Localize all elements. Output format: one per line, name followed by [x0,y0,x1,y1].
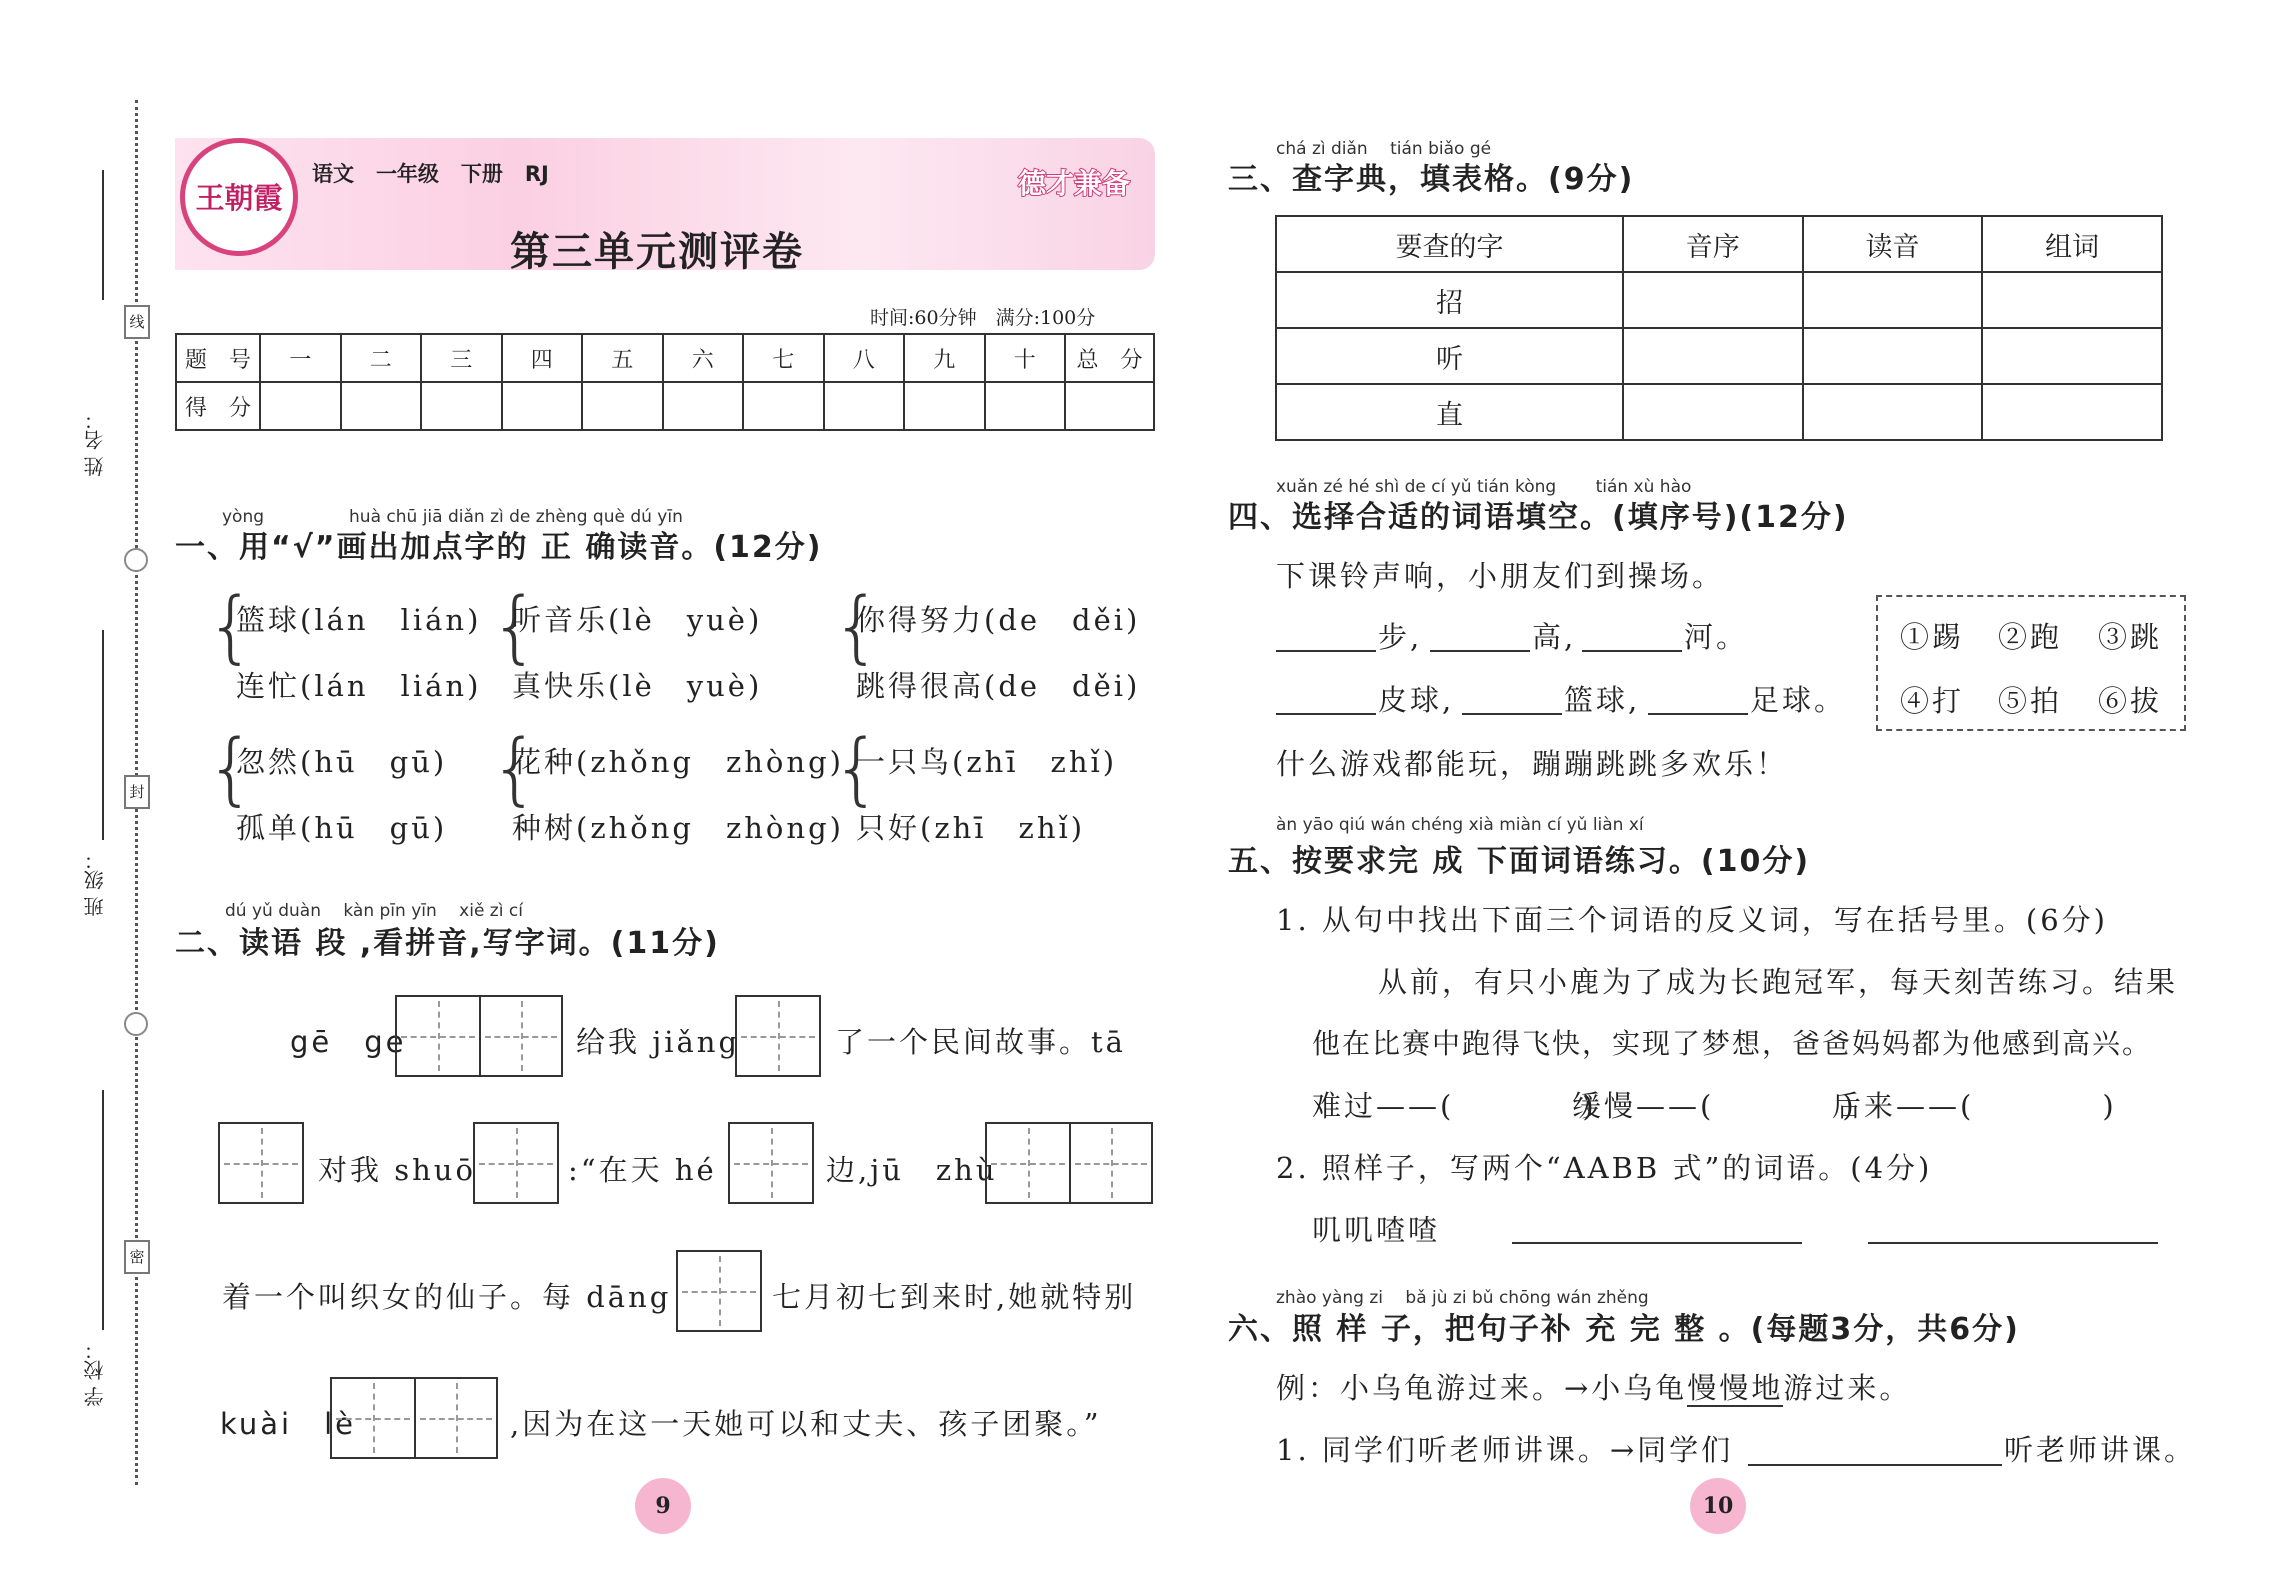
table-row: 招 [1276,272,2162,328]
answer-line[interactable] [1748,1464,2002,1466]
passage-text: 着一个叫织女的仙子。每 dāng [222,1280,672,1314]
q1-item[interactable]: 真快乐(lè yuè) [512,669,763,703]
aabb-example: 叽叽喳喳 [1312,1213,1441,1247]
options-box [1876,595,2186,731]
blank-line[interactable] [1276,713,1376,715]
q1-item[interactable]: 孤单(hū gū) [236,811,448,845]
brace: { [206,724,256,814]
passage-text: 边,jū zhù [826,1153,998,1187]
writing-box[interactable] [735,995,821,1077]
q1-item[interactable]: 只好(zhī zhǐ) [856,811,1086,845]
table-header-row: 要查的字 音序 读音 组词 [1276,216,2162,272]
option-item: ④打 [1900,684,1965,718]
pinyin-prompt: kuài lè [220,1407,357,1441]
score-table [175,333,1155,431]
q4-title: 四、选择合适的词语填空。(填序号)(12分) [1228,500,1849,535]
q1-item[interactable]: 一只鸟(zhī zhǐ) [856,745,1118,779]
blank-line[interactable] [1462,713,1562,715]
q1-item[interactable]: 忽然(hū gū) [236,745,448,779]
seal-mark-close: 密 [124,1240,150,1274]
virtue-badge: 德才兼备 [1018,167,1131,200]
example-answer: 慢慢地 [1687,1371,1784,1405]
option-item: ②跑 [1998,620,2063,654]
brace: { [832,724,882,814]
q4-pinyin: xuǎn zé hé shì de cí yǔ tián kòng tián xù hào [1276,477,1692,497]
q5-part1: 1. 从句中找出下面三个词语的反义词，写在括号里。(6分) [1276,903,2108,937]
blank-line[interactable] [1648,713,1748,715]
q5-part2: 2. 照样子，写两个“AABB 式”的词语。(4分) [1276,1151,1933,1185]
brace: { [490,582,540,672]
q1-item[interactable]: 听音乐(lè yuè) [512,603,763,637]
writing-box[interactable] [676,1250,762,1332]
q4-word: 河。 [1684,620,1749,654]
time-score-info: 时间:60分钟 满分:100分 [870,307,1096,329]
page-number: 9 [635,1478,691,1534]
antonym-item[interactable]: 缓慢——( ) [1572,1089,1857,1123]
writing-box[interactable] [395,995,563,1077]
school-line [102,1090,104,1330]
school-label: 学 校： [83,1340,107,1407]
q4-word: 皮球, [1378,683,1455,717]
q2-pinyin: dú yǔ duàn kàn pīn yīn xiě zì cí [225,901,523,921]
score-table-header-row: 题 号 一 二 三 四 五 六 七 八 九 十 总 分 [176,334,1154,382]
q6-item1-post: 听老师讲课。 [2004,1433,2197,1467]
writing-box[interactable] [728,1122,814,1204]
pinyin-prompt: gē ge [290,1025,407,1059]
header-meta: 语文 一年级 下册 RJ [312,162,549,186]
blank-line[interactable] [1582,650,1682,652]
table-row: 听 [1276,328,2162,384]
writing-box[interactable] [473,1122,559,1204]
q5-title: 五、按要求完 成 下面词语练习。(10分) [1228,844,1811,879]
q4-outro: 什么游戏都能玩，蹦蹦跳跳多欢乐！ [1276,747,1789,781]
seal-mark-seal: 封 [124,775,150,809]
passage-text: 对我 shuō [318,1153,476,1187]
q3-title: 三、查字典，填表格。(9分) [1228,162,1635,197]
binding-hole-icon [124,548,148,572]
passage-text: 了一个民间故事。tā [835,1025,1126,1059]
page-number: 10 [1690,1478,1746,1534]
q1-item[interactable]: 你得努力(de děi) [856,603,1141,637]
writing-box[interactable] [985,1122,1153,1204]
score-table-score-row: 得 分 [176,382,1154,430]
q1-pinyin: yòng huà chū jiā diǎn zì de zhèng què dú yīn [222,507,683,527]
q1-item[interactable]: 篮球(lán lián) [236,603,482,637]
dictionary-table [1275,215,2163,441]
passage-text: :“在天 hé [568,1153,717,1187]
option-item: ①踢 [1900,620,1965,654]
q4-intro: 下课铃声响，小朋友们到操场。 [1276,559,1725,593]
brace: { [206,582,256,672]
binding-hole-icon [124,1012,148,1036]
q6-pinyin: zhào yàng zi bǎ jù zi bǔ chōng wán zhěng [1276,1288,1649,1308]
q3-pinyin: chá zì diǎn tián biǎo gé [1276,139,1492,159]
q6-title: 六、照 样 子，把句子补 充 完 整 。(每题3分，共6分) [1228,1312,2020,1347]
q4-word: 步, [1378,620,1423,654]
brand-logo: 王朝霞 [180,138,298,256]
passage-text: 给我 jiǎng [576,1025,741,1059]
q6-item1-pre: 1. 同学们听老师讲课。→同学们 [1276,1433,1734,1467]
q2-title: 二、读语 段 ,看拼音,写字词。(11分) [175,926,720,961]
table-row: 直 [1276,384,2162,440]
q1-item[interactable]: 连忙(lán lián) [236,669,482,703]
answer-line[interactable] [1868,1242,2158,1244]
q1-item[interactable]: 花种(zhǒng zhòng) [512,745,844,779]
q5-pinyin: àn yāo qiú wán chéng xià miàn cí yǔ liàn xí [1276,815,1644,835]
option-item: ③跳 [2098,620,2163,654]
blank-line[interactable] [1276,650,1376,652]
passage-text: 七月初七到来时,她就特别 [772,1280,1137,1314]
q6-example: 例：小乌龟游过来。→小乌龟慢慢地游过来。 [1276,1371,1912,1405]
option-item: ⑤拍 [1998,684,2063,718]
seal-mark-line: 线 [124,305,150,339]
q1-item[interactable]: 种树(zhǒng zhòng) [512,811,844,845]
q4-word: 足球。 [1750,683,1847,717]
page-title: 第三单元测评卷 [510,229,804,275]
blank-line[interactable] [1430,650,1530,652]
class-line [102,630,104,840]
name-line [102,170,104,300]
q4-word: 篮球, [1564,683,1641,717]
class-label: 班 级： [83,850,107,917]
writing-box[interactable] [330,1377,498,1459]
q5-passage: 从前，有只小鹿为了成为长跑冠军，每天刻苦练习。结果 [1378,965,2179,999]
name-label: 姓 名： [83,410,107,477]
option-item: ⑥拔 [2098,684,2163,718]
q1-item[interactable]: 跳得很高(de děi) [856,669,1141,703]
antonym-item[interactable]: 难过——( ) [1312,1089,1597,1123]
q4-word: 高, [1532,620,1577,654]
brace: { [832,582,882,672]
q5-passage: 他在比赛中跑得飞快，实现了梦想，爸爸妈妈都为他感到高兴。 [1312,1027,2153,1060]
answer-line[interactable] [1512,1242,1802,1244]
passage-text: ,因为在这一天她可以和丈夫、孩子团聚。” [510,1407,1102,1441]
writing-box[interactable] [218,1122,304,1204]
antonym-item[interactable]: 后来——( ) [1832,1089,2117,1123]
q1-title: 一、用“√”画出加点字的 正 确读音。(12分) [175,530,823,565]
brace: { [490,724,540,814]
